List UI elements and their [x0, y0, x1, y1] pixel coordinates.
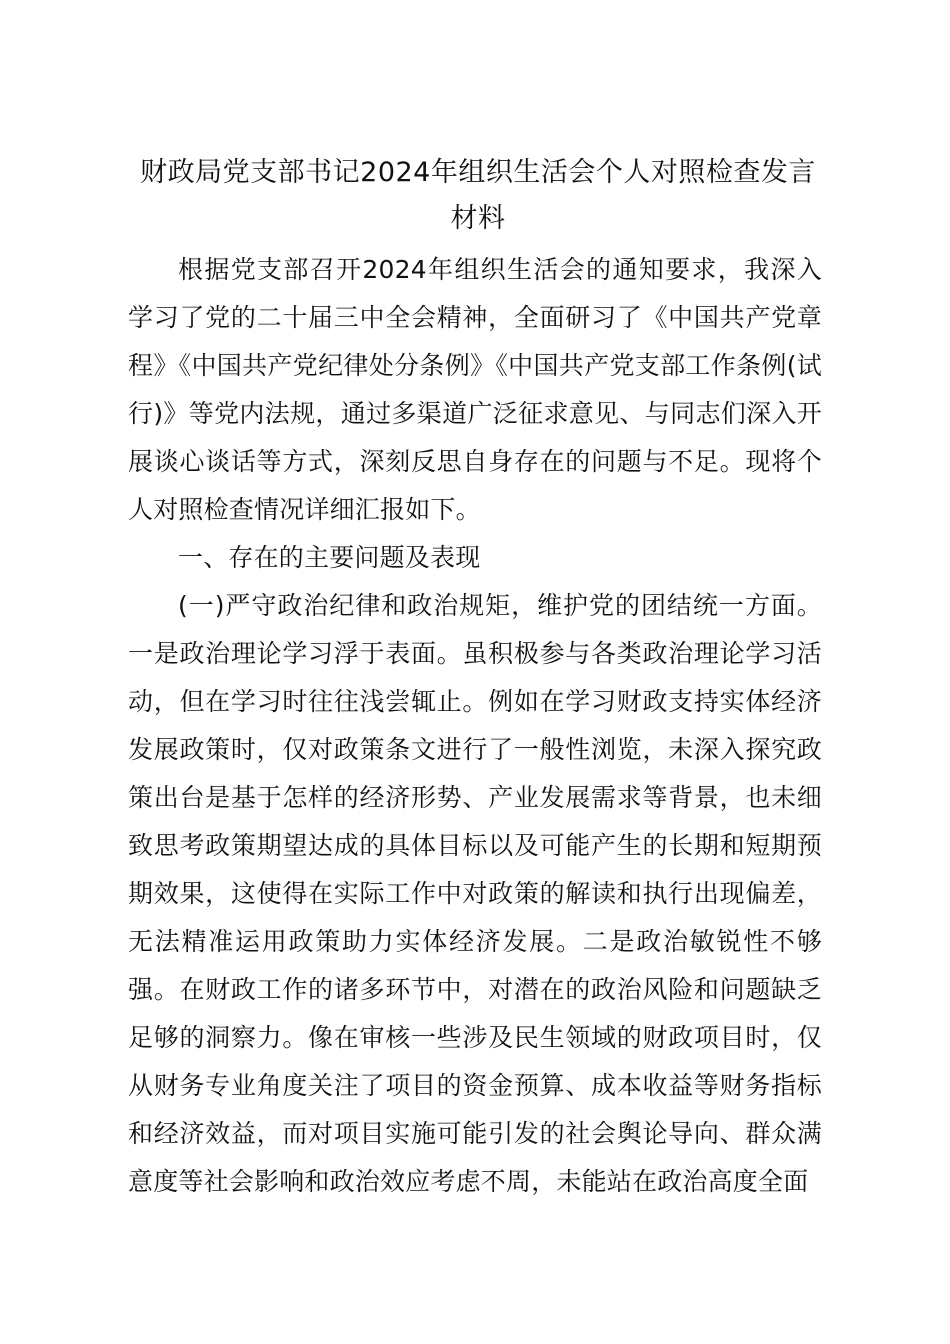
paragraph-section-1: (一)严守政治纪律和政治规矩，维护党的团结统一方面。一是政治理论学习浮于表面。虽积极参与各类政治理论学习活动，但在学习时往往浅尝辄止。例如在学习财政支持实体经济发展政策时，仅对政策条文进行了一般性浏览，未深入探究政策出台是基于怎样的经济形势、产业发展需求等背景，也未细致思考政策期望达成的具体目标以及可能产生的长期和短期预期效果，这使得在实际工作中对政策的解读和执行出现偏差，无法精准运用政策助力实体经济发展。二是政治敏锐性不够强。在财政工作的诸多环节中，对潜在的政治风险和问题缺乏足够的洞察力。像在审核一些涉及民生领域的财政项目时，仅从财务专业角度关注了项目的资金预算、成本收益等财务指标和经济效益，而对项目实施可能引发的社会舆论导向、群众满意度等社会影响和政治效应考虑不周，未能站在政治高度全面 [128, 591, 822, 1196]
section-heading: 一、存在的主要问题及表现 [178, 543, 481, 572]
document-title: 财政局党支部书记2024年组织生活会个人对照检查发言材料 [140, 157, 816, 234]
paragraph-intro: 根据党支部召开2024年组织生活会的通知要求，我深入学习了党的二十届三中全会精神，全面研习了《中国共产党章程》《中国共产党纪律处分条例》《中国共产党支部工作条例(试行)》等党内法规，通过多渠道广泛征求意见、与同志们深入开展谈心谈话等方式，深刻反思自身存在的问题与不足。现将个人对照检查情况详细汇报如下。 [128, 255, 822, 524]
document-body [128, 246, 822, 1206]
